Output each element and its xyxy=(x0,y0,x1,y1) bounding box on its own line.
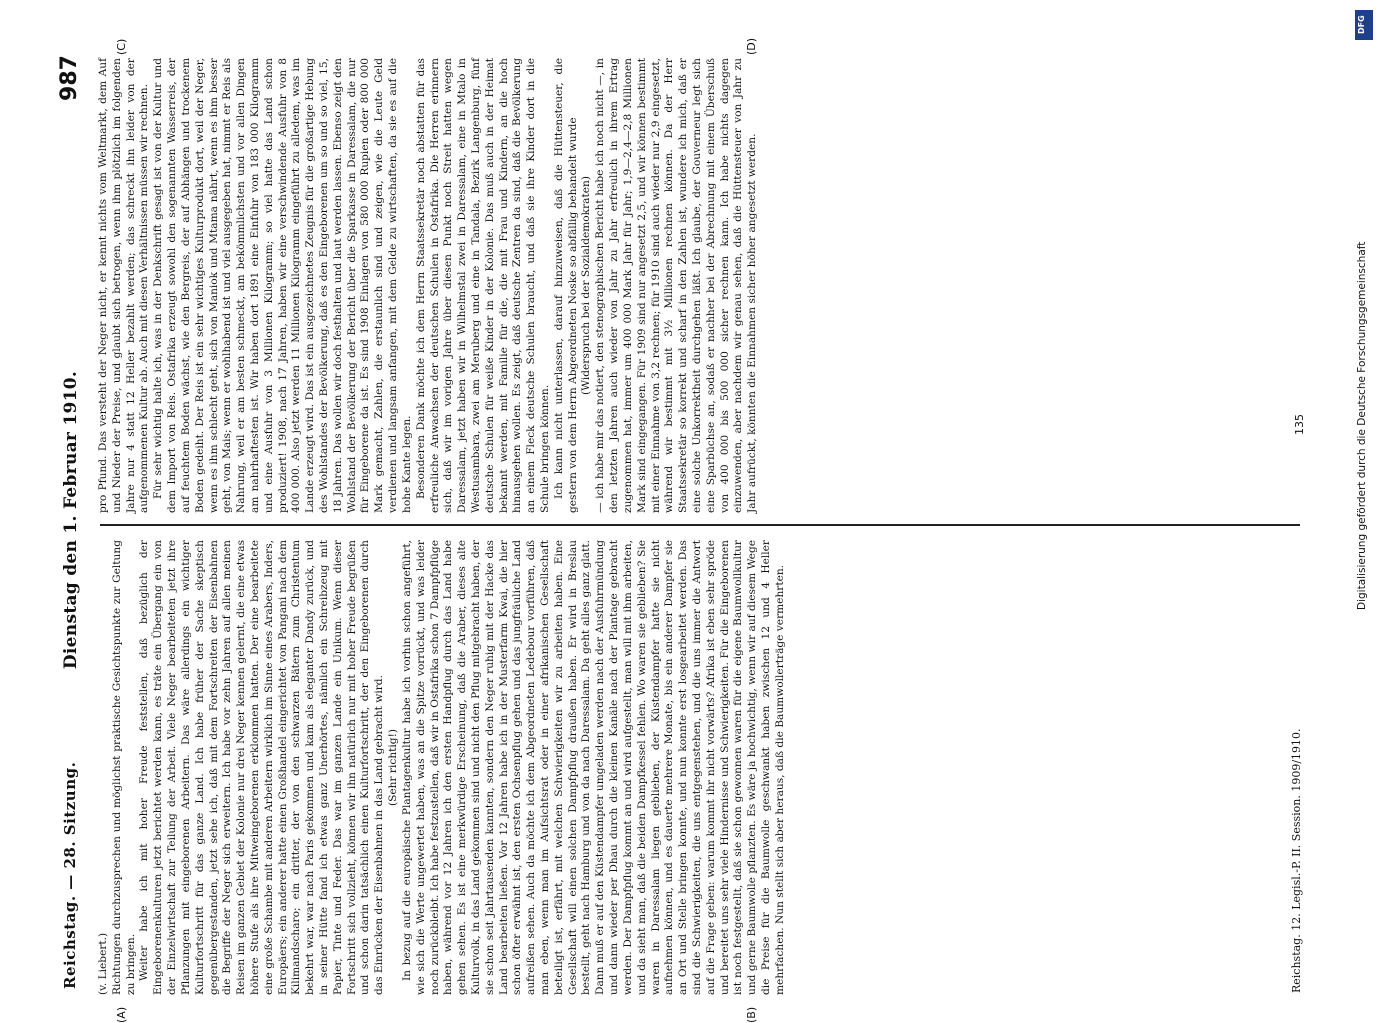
paragraph: Ich kann nicht unterlassen, darauf hinzuweisen, daß die Hüttensteuer, die gestern von dem Herrn Abgeordneten Noske so abfällig behandelt wurde xyxy=(552,58,579,513)
header-date: Dienstag den 1. Februar 1910. xyxy=(61,370,81,670)
dfg-logo-icon xyxy=(1355,10,1373,40)
column-divider xyxy=(100,524,1300,526)
paragraph: Weiter habe ich mit hoher Freude feststellen, daß bezüglich der Eingeborenenkulturen jetzt berichtet werden kann, es träte ein Übergang ein von der Einzelwirtschaft zur Teilung der Arbeit. Viele Neger bearbeiteten jetzt ihre Pflanzungen mit eingeborenen Arbeitern. Das wäre allerdings ein wichtiger Kulturfortschritt für das ganze Land. Ich habe früher der Sache skeptisch gegenübergestanden, jetzt sehe ich, daß mit dem Fortschreiten der Eisenbahnen die Begriffe der Neger sich erweitern. Ich habe vor zehn Jahren auf allen meinen Reisen im ganzen Gebiet der Kolonie nur drei Neger kennen gelernt, die eine etwas höhere Stufe als ihre Mitweingeborenen erklommen hatten. Der eine bearbeitete eine große Schambe mit anderen Arbeitern wirklich im Sinne eines Arabers, Inders, Europäers; ein anderer hatte einen Großhandel eingerichtet von Pangani nach dem Kilimandscharo; ein dritter, der von den schwarzen Bätern zum Christentum bekehrt war, war nach Paris gekommen und kam als eleganter Dandy zurück, und in seiner Hütte fand ich etwas ganz Unerhörtes, nämlich ein Schreibzeug mit Papier, Tinte und Feder. Das war im ganzen Lande ein Unikum. Wenn dieser Fortschritt sich vollzieht, können wir ihn natürlich nur mit hoher Freude begrüßen und schon darin tatsächlich einen Kulturfortschritt, der den Eingeborenen durch das Einrücken der Eisenbahnen in das Land gebracht wird. xyxy=(138,540,386,995)
paragraph: pro Pfund. Das versteht der Neger nicht, er kennt nichts vom Weltmarkt, dem Auf und Nieder der Preise, und glaubt sich betrogen, wenn ihm plötzlich im folgenden Jahre nur 4 statt 12 Heller bezahlt werden; das schreckt ihn leider von der aufgenommenen Kultur ab. Auch mit diesen Verhältnissen müssen wir rechnen. xyxy=(97,58,151,513)
dfg-logo-text: DFG xyxy=(1357,15,1366,34)
header-left: Reichstag. — 28. Sitzung. xyxy=(61,761,79,989)
page-header xyxy=(55,45,95,995)
margin-mark-b: (B) xyxy=(745,1006,758,1023)
margin-mark-d: (D) xyxy=(745,37,758,55)
header-page-number: 987 xyxy=(57,55,82,101)
paragraph: — ich habe mir das notiert, den stenographischen Bericht habe ich noch nicht —, in den letzten Jahren auch wieder von Jahr zu Jahr erfreulich in ihrem Ertrag zugenommen hat, immer um 400 000 Mark Jahr für Jahr; 1,9—2,4—2,8 Millionen Mark sind eingegangen. Für 1909 sind nur angesetzt 2,5, und wir können bestimmt mit einer Einnahme von 3,2 rechnen; für 1910 sind auch wieder nur 2,9 eingesetzt, während wir bestimmt mit 3½ Millionen rechnen können. Da der Herr Staatssekretär so korrekt und scharf in den Zahlen ist, wundere ich mich, daß er eine solche Unkorrektheit durchgehen läßt. Ich glaube, der Gouverneur legt sich eine Sparbüchse an, sodaß er nachher bei der Abrechnung mit einem Überschuß von 400 000 bis 500 000 sicher rechnen kann. Ich habe nichts dagegen einzuwenden, aber nachdem wir genau sehen, daß die Hüttensteuer von Jahr zu Jahr aufrückt, könnten die Einnahmen sicher höher angesetzt werden. xyxy=(594,58,759,513)
document-page xyxy=(55,37,1335,1023)
margin-mark-c: (C) xyxy=(115,38,128,55)
paragraph: Für sehr wichtig halte ich, was in der Denkschrift gesagt ist von der Kultur und dem Import von Reis. Ostafrika erzeugt sowohl den sogenannten Wasserreis, der auf feuchtem Boden wächst, wie den Bergreis, der auf Abhängen und trockenem Boden gedeiht. Der Reis ist ein sehr wichtiges Kulturprodukt dort, weil der Neger, wenn es ihm schlecht geht, sich von Maniok und Mtama nährt, wenn es ihm besser geht, von Mais; wenn er wohlhabend ist und viel ausgegeben hat, nimmt er Reis als Nahrung, weil er am besten schmeckt, am bekömmlichsten und vor allen Dingen am nahrhaftesten ist. Wir haben dort 1891 eine Einfuhr von 183 000 Kilogramm und eine Ausfuhr von 3 Millionen Kilogramm; so viel hatte das Land schon produziert! 1908, nach 17 Jahren, haben wir eine verschwindende Ausfuhr von 8 400 000. Also jetzt werden 11 Millionen Kilogramm eingeführt zu alledem, was im Lande erzeugt wird. Das ist ein ausgezeichnetes Zeugnis für die großartige Hebung des Wohlstandes der Bevölkerung, daß es den Eingeborenen um so und so viel, 15, 18 Jahren. Das wollen wir doch festhalten und laut werden lassen. Ebenso zeigt den Wohlstand der Bevölkerung der Bericht über die Sparkasse in Daressalam, die nur für Eingeborene da ist. Es sind 1908 Einlagen von 580 000 Rupien oder 800 000 Mark gemacht, Zahlen, die erstaunlich sind und zeigen, wie die Leute Geld verdienen und langsam anfangen, mit dem Gelde zu wirtschaften, da sie es auf die hohe Kante legen. xyxy=(152,58,413,513)
speaker-label: (v. Liebert.) xyxy=(97,932,109,995)
paragraph: Richtungen durchzusprechen und möglichst praktische Gesichtspunkte zur Geltung zu bringen. xyxy=(110,540,137,995)
left-column xyxy=(97,540,1277,995)
footer-session: Reichstag. 12. Legisl.-P. II. Session. 1909/1910. xyxy=(1290,728,1303,993)
interjection: (Sehr richtig!) xyxy=(387,729,400,806)
right-column xyxy=(97,58,1277,513)
interjection: (Widerspruch bei der Sozialdemokraten) xyxy=(580,176,593,395)
paragraph: Besonderen Dank möchte ich dem Herrn Staatssekretär noch abstatten für das erfreuliche Anwachsen der deutschen Schulen in Ostafrika. Die Herren erinnern sich, daß wir im vorigen Jahre über diesen Punkt noch Streit hatten wegen Daressalam, jetzt haben wir in Wilhelmstal zwei in Daressalam, eine in Mtalo in Westusambara, zwei am Meruberg und eine in Tandala, Bezirk Langenburg, fünf deutsche Schulen für weiße Kinder in der Kolonie. Das muß auch in der Heimat bekannt werden, mit Familie für die, die mit Frau und Kindern, an die hoch hinausgehen wollen. Es zeigt, daß deutsche Zentren da sind, daß die Bevölkerung an einem Fleck deutsche Schulen braucht, und daß sie ihre Kinder dort in die Schule bringen können. xyxy=(414,58,551,513)
paragraph: In bezug auf die europäische Plantagenkultur habe ich vorhin schon angeführt, wie sich die Werte ungewertet haben, was an die Spitze vorrückt, und was leider noch zurückbleibt. Ich habe festzustellen, daß wir in Ostafrika schon 7 Dampfpflüge haben, während vor 12 Jahren ich den ersten Handpflug durch das Land habe gehen sehen. Es ist eine merkwürdige Erscheinung, daß die Araber, dieses alte Kulturvolk, in das Land gekommen sind und nicht den Pflug mitgebracht haben, der sie schon seit Jahrtausenden kannten, sondern den Neger ruhig mit der Hacke das Land bearbeiten ließen. Vor 12 Jahren habe ich in der Musterfarm Kwai, die hier schon öfter erwähnt ist, den ersten Ochsenpflug gehen und das jungfräuliche Land aufreißen sehen. Auch da möchte ich dem Abgeordneten Ledebour vorführen, daß man eben, wenn man im Aufsichtsrat oder in einer afrikanischen Gesellschaft beteiligt ist, erfährt, mit welchen Schwierigkeiten wir zu arbeiten haben. Eine Gesellschaft will einen solchen Dampfpflug draußen haben. Er wird in Breslau bestellt, geht nach Hamburg und von da nach Daressalam. Da geht alles ganz glatt. Dann muß er auf den Küstendampfer umgeladen werden nach der Ausfuhrmündung und dann wieder per Dhau durch die kleinen Kanäle nach der Plantage gebracht werden. Der Dampfpflug kommt an und wird aufgestellt, man will mit ihm arbeiten, und da sieht man, daß die beiden Dampfkessel fehlen. Wo waren sie geblieben? Sie waren in Daressalam liegen geblieben, der Küstendampfer hatte sie nicht aufnehmen können, und es dauerte mehrere Monate, bis ein anderer Dampfer sie an Ort und Stelle bringen konnte, und nun konnte erst losgearbeitet werden. Das sind die Schwierigkeiten, die uns entgegenstehen, und die uns immer die Antwort auf die Frage geben: warum kommt ihr nicht vorwärts? Afrika ist eben sehr spröde und bereitet uns sehr viele Hindernisse und Schwierigkeiten. Für die Eingeborenen ist noch festgestellt, daß sie schon gewonnen waren für die eigene Baumwollkultur und gerne Baumwolle pflanzten. Es wäre ja hochwichtig, wenn wir auf diesem Wege die Preise für die Baumwolle geschwankt haben zwischen 12 und 4 Heller mehrfachen. Nun stellt sich aber heraus, daß die Baumwollerträge vermehrten. xyxy=(400,540,786,995)
funding-credit: Digitalisierung gefördert durch die Deutsche Forschungsgemeinschaft xyxy=(1356,241,1368,610)
footer-page-mark: 135 xyxy=(1293,414,1306,435)
digitization-sidebar xyxy=(1350,0,1383,1000)
margin-mark-a: (A) xyxy=(115,1006,128,1023)
